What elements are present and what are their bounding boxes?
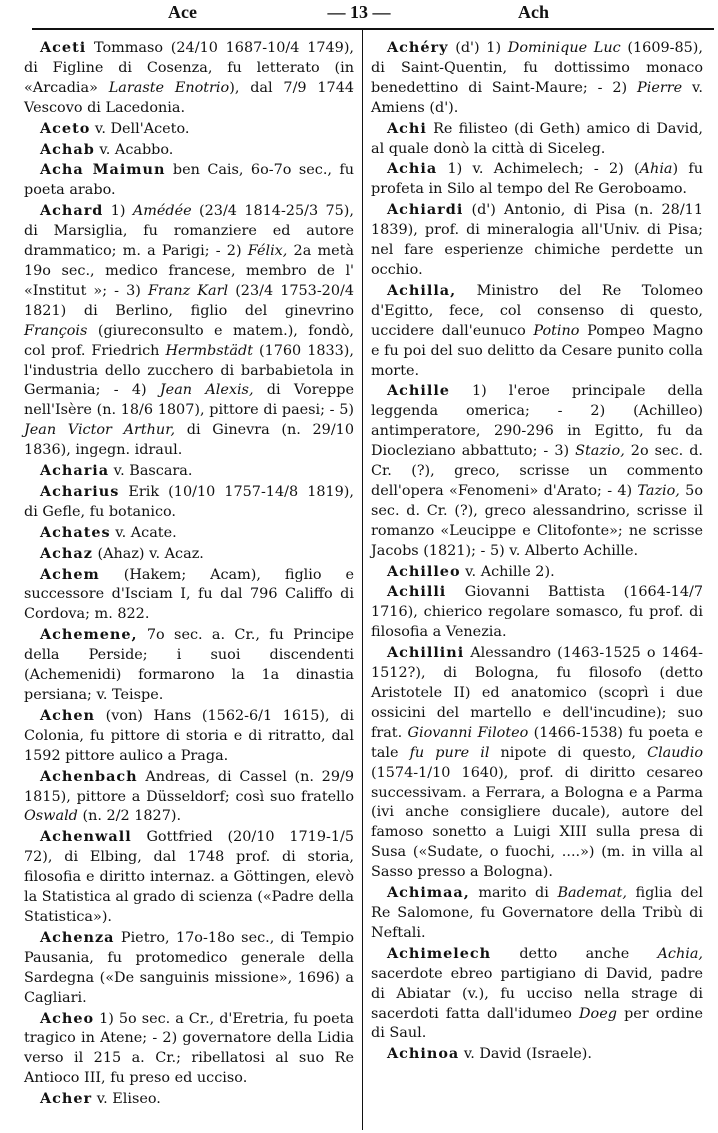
entry-text: 1) [103,203,133,220]
entry-text: 1) v. Achimelech; - 2) ( [437,161,640,178]
entry-italic-text: Laraste Enotrio [108,79,230,96]
dictionary-entry [24,928,354,1009]
entry-text: Tommaso ( [86,40,177,56]
dictionary-entry [24,1009,354,1090]
dictionary-entry [371,883,703,944]
entry-italic-text: Stazio, [575,443,625,460]
entry-headword: Achemene, [40,626,138,644]
entry-headword: Achille [387,382,450,400]
dictionary-entry [24,827,354,928]
dictionary-entry [371,38,703,119]
entry-headword: Achillini [387,644,465,662]
entry-text: v. Acate. [110,524,177,541]
entry-text: nipote di questo, [489,744,648,761]
entry-text: sacerdote ebreo partigiano di David, padre di Abiatar (v.), fu ucciso nella strage di sacerdoti fatta dall'idumeo [371,965,703,1022]
entry-text: Andreas, di Cassel (n. 29/9 1815), pittore a Düsseldorf; così suo fratello [24,768,354,805]
entry-italic-text: Claudio [647,744,704,761]
entry-headword: Achéry [387,39,449,56]
entry-italic-text: Jean Alexis, [159,382,254,399]
entry-text: detto anche [491,945,658,962]
entry-headword: Acheo [40,1009,95,1027]
entry-text: v. Eliseo. [92,1091,161,1108]
entry-italic-text: Oswald [24,808,78,825]
dictionary-entry [371,200,703,281]
entry-italic-text: Giovanni Filoteo [407,724,529,741]
entry-headword: Achen [40,706,96,724]
dictionary-entry [371,643,703,883]
dictionary-entry [24,461,354,482]
entry-text: Alessandro (1463-1525 o 1464-1512?), di Bologna, fu filosofo (detto Aristotele II) ed anatomico (scoprì i due ossicini del martello e dell'incudine); suo frat. [371,645,703,741]
dictionary-entry [371,281,703,382]
entry-headword: Acharia [40,462,110,480]
header-rule [32,28,714,30]
entry-headword: Acharius [40,482,120,500]
entry-italic-text: Amédée [132,203,192,220]
entry-text: marito di [469,885,558,902]
dictionary-entry [371,381,703,561]
entry-headword: Achimelech [387,944,492,962]
entry-text: ben Cais, 6o-7o sec., fu poeta arabo. [24,162,354,199]
entry-text: (23/4 1814-25/3 75), di Marsiglia, fu romanziere ed autore drammatico; m. a Parigi; - 2) [24,203,354,260]
entry-text: 1) l'eroe principale della leggenda omerica; - 2) (Achilleo) antimperatore, 290-296 in Egitto, fu da Diocleziano abbattuto; - 3) [371,383,703,460]
entry-text: (23/4 1753-20/4 1821) di Berlino, figlio del ginevrino [24,282,354,319]
entry-text: Re filisteo (di Geth) amico di David, al quale donò la città di Siceleg. [371,120,703,157]
entry-headword: Achilli [387,583,447,601]
entry-text: (1609-85), di Saint-Quentin, fu dottissimo monaco benedettino di Saint-Maure; - 2) [371,40,703,96]
dictionary-entry [24,140,354,161]
entry-headword: Achenwall [40,828,132,846]
entry-text: per ordine di Saul. [371,1005,703,1042]
entry-text: v. David (Israele). [459,1046,592,1063]
dictionary-entry [24,119,354,140]
dictionary-entry [24,565,354,626]
entry-text: Pompeo Magno e fu poi del suo delitto da Cesare punito colla morte. [371,322,703,379]
entry-text: di Voreppe nell'Isère (n. 18/6 1807), pittore di paesi; - 5) [24,382,354,419]
dictionary-entry [24,544,354,565]
dictionary-entry [24,160,354,201]
entry-headword: Achiardi [387,201,464,219]
entry-italic-text: François [24,322,88,339]
entry-italic-text: Doeg [579,1005,617,1022]
entry-text: figlia del Re Salomone, fu Governatore della Tribù di Neftali. [371,885,703,941]
entry-text: 2a metà 19o sec., medico francese, membro de l' «Institut »; - 3) [24,243,354,299]
entry-text: 24/10 1687-10/4 1749), di Figline di Cosenza, fu letterato (in «Arcadia» [24,40,355,96]
entry-text: ), dal 7/9 1744 Vescovo di Lacedonia. [24,79,355,116]
entry-headword: Achi [387,119,427,137]
entry-text: 5o sec. d. Cr. (?), greco alessandrino, scrisse il romanzo «Leucippe e Clitofonte»; ne scrisse Jacobs (1821); - 5) v. Alberto Achille. [371,482,703,559]
entry-italic-text: Pierre [637,79,683,96]
entry-text: 1) 5o sec. a Cr., d'Eretria, fu poeta tragico in Atene; - 2) governatore della Lidia verso il 215 a. Cr.; ribellatosi al suo Re Antioco III, fu preso ed ucciso. [24,1010,354,1087]
entry-italic-text: Félix, [247,243,288,260]
right-column [371,38,703,1065]
entry-text: (Ahaz) v. Acaz. [92,545,204,562]
dictionary-entry [24,1089,354,1110]
entry-text: v. Dell'Aceto. [90,120,190,137]
entry-headword: Acher [40,1090,93,1108]
entry-headword: Achard [40,202,104,220]
entry-italic-text: Hermbstädt [165,342,253,359]
dictionary-entry [371,119,703,160]
dictionary-entry [24,625,354,706]
dictionary-entry [371,582,703,643]
entry-headword: Achem [40,565,100,583]
entry-text: di Ginevra (n. 29/10 1836), ingegn. idraul. [24,422,354,459]
dictionary-entry [24,706,354,767]
entry-text: (1466-1538) fu poeta e tale [371,724,703,761]
entry-text: Gottfried (20/10 1719-1/5 72), di Elbing, dal 1748 prof. di storia, filosofia e diritto internaz. a Göttingen, elevò la Statistica al grado di scienza («Padre della Statistica»). [24,829,354,925]
entry-text: Giovanni Battista (1664-14/7 1716), chierico regolare somasco, fu prof. di filosofia a Venezia. [371,584,703,641]
entry-text: Pietro, 17o-18o sec., di Tempio Pausania, fu protomedico generale della Sardegna («De sanguinis missione», 1696) a Cagliari. [24,929,354,1006]
dictionary-entry [24,523,354,544]
dictionary-entry [24,767,354,828]
entry-italic-text: Bademat, [557,885,627,902]
entry-headword: Achenbach [40,767,138,785]
dictionary-entry [371,944,703,1045]
entry-text: (von) Hans (1562-6/1 1615), di Colonia, fu pittore di storia e di ritratto, dal 1592 pittore aulico a Praga. [24,707,354,764]
entry-text: (1574-1/10 1640), prof. di diritto cesareo successivam. a Ferrara, a Bologna e a Parma (ivi anche consigliere ducale), autore del famoso sonetto a Luigi XIII sulla presa di Susa («Sudate, o fuochi, ....») (m. in villa al Sasso presso a Bologna). [371,764,703,881]
entry-text: v. Amiens (d'). [371,79,703,116]
entry-headword: Achilla, [387,281,457,299]
entry-headword: Aceti [40,39,87,56]
entry-italic-text: Jean Victor Arthur, [24,422,176,439]
dictionary-entry [371,562,703,583]
dictionary-entry [24,38,354,119]
entry-text: (d') 1) [448,40,508,56]
left-column [24,38,354,1110]
dictionary-entry [371,159,703,200]
entry-text: v. Achille 2). [460,563,555,580]
header-right-guideword: Ach [518,2,549,22]
dictionary-entry [24,482,354,523]
entry-italic-text: Dominique Luc [507,40,621,56]
entry-headword: Achimaa, [387,884,470,902]
entry-headword: Aceto [40,119,91,137]
entry-italic-text: Tazio, [637,482,680,499]
running-header [0,0,718,26]
entry-text: (Hakem; Acam), figlio e successore d'Isciam I, fu dal 796 Califfo di Cordova; m. 822. [24,566,354,623]
page-number: — 13 — [327,2,391,22]
entry-text: ) fu profeta in Silo al tempo del Re Geroboamo. [371,161,703,198]
entry-headword: Achinoa [387,1045,460,1063]
dictionary-entry [24,201,354,461]
entry-text: (d') Antonio, di Pisa (n. 28/11 1839), prof. di mineralogia all'Univ. di Pisa; nel fare esperienze chimiche perdette un occhio. [371,202,703,278]
entry-italic-text: Franz Karl [147,282,229,299]
entry-headword: Acha Maimun [40,161,166,179]
entry-text: 2o sec. d. Cr. (?), greco, scrisse un commento dell'opera «Fenomeni» d'Arato; - 4) [371,443,703,499]
entry-text: v. Acabbo. [94,141,174,158]
entry-text: (giureconsulto e matem.), fondò, col prof. Friedrich [24,322,354,359]
entry-text: (1760 1833), l'industria dello zucchero di barbabietola in Germania; - 4) [24,342,355,399]
entry-italic-text: Potino [533,322,580,339]
dictionary-entry [371,1044,703,1065]
entry-text: 7o sec. a. Cr., fu Principe della Perside; i suoi discendenti (Achemenidi) formarono la 1a dinastia persiana; v. Teispe. [24,627,354,703]
entry-text: Ministro del Re Tolomeo d'Egitto, fece, col consenso di questo, uccidere dall'eunuco [371,282,703,339]
column-divider [362,30,363,1130]
entry-text: v. Bascara. [109,463,193,480]
entry-headword: Achates [40,523,111,541]
entry-headword: Achenza [40,928,115,946]
entry-headword: Achab [40,140,95,158]
entry-text: Erik (10/10 1757-14/8 1819), di Gefle, fu botanico. [24,483,354,520]
entry-headword: Achilleo [387,562,461,580]
entry-italic-text: fu pure il [409,744,490,761]
header-left-guideword: Ace [168,2,197,22]
entry-italic-text: Ahia [639,161,673,178]
entry-text: (n. 2/2 1827). [77,808,182,825]
entry-italic-text: Achia, [657,945,703,962]
entry-headword: Achaz [40,544,93,562]
entry-headword: Achia [387,160,438,178]
